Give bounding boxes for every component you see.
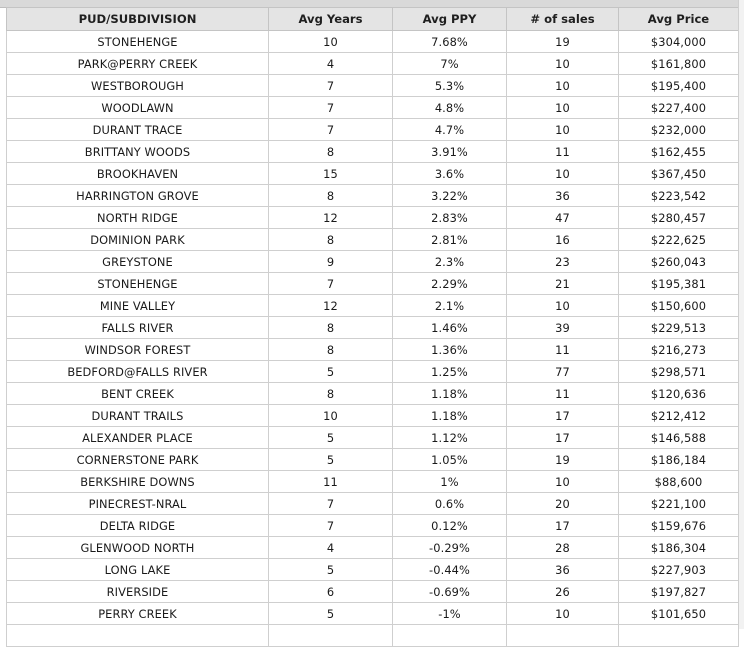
cell-num-sales: 36 — [507, 559, 619, 581]
cell-avg-ppy: 4.7% — [393, 119, 507, 141]
cell-num-sales: 10 — [507, 119, 619, 141]
cell-subdivision: ALEXANDER PLACE — [7, 427, 269, 449]
cell-subdivision: PARK@PERRY CREEK — [7, 53, 269, 75]
cell-num-sales: 26 — [507, 581, 619, 603]
table-row — [7, 185, 739, 207]
table-row — [7, 427, 739, 449]
cell-avg-price: $232,000 — [619, 119, 739, 141]
cell-num-sales: 17 — [507, 515, 619, 537]
subdivision-stats-table — [6, 7, 739, 647]
cell-avg-ppy: -0.29% — [393, 537, 507, 559]
cell-avg-years: 7 — [269, 119, 393, 141]
cell-num-sales: 10 — [507, 295, 619, 317]
cell-avg-ppy: -1% — [393, 603, 507, 625]
cell-avg-years: 9 — [269, 251, 393, 273]
cell-subdivision: PINECREST-NRAL — [7, 493, 269, 515]
cell-num-sales: 77 — [507, 361, 619, 383]
cell-avg-years: 7 — [269, 493, 393, 515]
cell-num-sales: 10 — [507, 75, 619, 97]
table-row — [7, 97, 739, 119]
table-row-partial — [7, 625, 739, 647]
cell-subdivision: MINE VALLEY — [7, 295, 269, 317]
cell-avg-years: 7 — [269, 515, 393, 537]
cell-avg-ppy: 7% — [393, 53, 507, 75]
cell-subdivision: HARRINGTON GROVE — [7, 185, 269, 207]
cell-num-sales: 17 — [507, 405, 619, 427]
cell-num-sales: 10 — [507, 97, 619, 119]
cell-avg-years: 7 — [269, 97, 393, 119]
cell-avg-price: $221,100 — [619, 493, 739, 515]
cell-avg-ppy: 4.8% — [393, 97, 507, 119]
cell-avg-price: $216,273 — [619, 339, 739, 361]
cell-subdivision: DURANT TRAILS — [7, 405, 269, 427]
cell-avg-years: 4 — [269, 537, 393, 559]
cell-avg-ppy: -0.44% — [393, 559, 507, 581]
table-row — [7, 295, 739, 317]
table-row — [7, 559, 739, 581]
cell-subdivision: RIVERSIDE — [7, 581, 269, 603]
cell-avg-years: 4 — [269, 53, 393, 75]
cell-num-sales: 16 — [507, 229, 619, 251]
cell-avg-ppy: 5.3% — [393, 75, 507, 97]
table-row — [7, 471, 739, 493]
cell-num-sales: 21 — [507, 273, 619, 295]
table-row — [7, 405, 739, 427]
cell-avg-ppy: 2.81% — [393, 229, 507, 251]
cell-avg-years: 11 — [269, 471, 393, 493]
cell-subdivision: BRITTANY WOODS — [7, 141, 269, 163]
cell-avg-ppy: 1.25% — [393, 361, 507, 383]
cell-avg-price: $227,903 — [619, 559, 739, 581]
cell-avg-years: 10 — [269, 405, 393, 427]
cell-num-sales: 28 — [507, 537, 619, 559]
cell-subdivision: WOODLAWN — [7, 97, 269, 119]
table-body — [7, 31, 739, 647]
cell-avg-years: 8 — [269, 229, 393, 251]
cell-avg-price: $162,455 — [619, 141, 739, 163]
cell-avg-price: $197,827 — [619, 581, 739, 603]
cell-avg-years: 5 — [269, 427, 393, 449]
cell-avg-price: $186,184 — [619, 449, 739, 471]
cell-avg-price: $304,000 — [619, 31, 739, 53]
column-header-subdivision[interactable]: PUD/SUBDIVISION — [7, 8, 269, 31]
cell-avg-price: $367,450 — [619, 163, 739, 185]
cell-subdivision: PERRY CREEK — [7, 603, 269, 625]
table-row — [7, 207, 739, 229]
cell-num-sales: 11 — [507, 141, 619, 163]
cell-num-sales: 36 — [507, 185, 619, 207]
cell-avg-ppy: 1% — [393, 471, 507, 493]
column-header-avg-years[interactable]: Avg Years — [269, 8, 393, 31]
cell-subdivision: CORNERSTONE PARK — [7, 449, 269, 471]
cell-num-sales: 11 — [507, 383, 619, 405]
cell-num-sales: 11 — [507, 339, 619, 361]
cell-avg-years: 8 — [269, 339, 393, 361]
cell-avg-ppy: 1.05% — [393, 449, 507, 471]
table-row — [7, 383, 739, 405]
cell-avg-price: $120,636 — [619, 383, 739, 405]
column-header-avg-ppy[interactable]: Avg PPY — [393, 8, 507, 31]
cell-avg-years: 8 — [269, 383, 393, 405]
cell-avg-ppy: 1.36% — [393, 339, 507, 361]
cell-avg-years: 10 — [269, 31, 393, 53]
cell-subdivision: DELTA RIDGE — [7, 515, 269, 537]
cell-avg-years: 12 — [269, 207, 393, 229]
cell-num-sales: 10 — [507, 603, 619, 625]
cell-subdivision: BERKSHIRE DOWNS — [7, 471, 269, 493]
cell-avg-ppy: 1.18% — [393, 405, 507, 427]
table-row — [7, 515, 739, 537]
cell-avg-ppy: 3.22% — [393, 185, 507, 207]
table-row — [7, 603, 739, 625]
cell-avg-ppy: -0.69% — [393, 581, 507, 603]
cell-avg-price: $186,304 — [619, 537, 739, 559]
cell-avg-years: 7 — [269, 75, 393, 97]
cell-num-sales: 23 — [507, 251, 619, 273]
table-row — [7, 537, 739, 559]
cell-avg-years: 5 — [269, 449, 393, 471]
cell-avg-ppy: 3.91% — [393, 141, 507, 163]
cell-avg-ppy: 1.18% — [393, 383, 507, 405]
cell-avg-ppy: 2.3% — [393, 251, 507, 273]
cell-subdivision: BENT CREEK — [7, 383, 269, 405]
cell-num-sales: 19 — [507, 31, 619, 53]
cell-subdivision: BROOKHAVEN — [7, 163, 269, 185]
cell-subdivision: FALLS RIVER — [7, 317, 269, 339]
cell-avg-ppy: 0.12% — [393, 515, 507, 537]
cell-avg-ppy: 2.1% — [393, 295, 507, 317]
cell-avg-ppy: 1.12% — [393, 427, 507, 449]
cell-avg-price: $260,043 — [619, 251, 739, 273]
table-row — [7, 361, 739, 383]
cell-num-sales: 20 — [507, 493, 619, 515]
table-row — [7, 119, 739, 141]
cell-subdivision: STONEHENGE — [7, 31, 269, 53]
column-header-avg-price[interactable]: Avg Price — [619, 8, 739, 31]
table-row — [7, 449, 739, 471]
cell-avg-price: $150,600 — [619, 295, 739, 317]
cell-subdivision: GREYSTONE — [7, 251, 269, 273]
table-row — [7, 53, 739, 75]
table-header-row — [7, 8, 739, 31]
cell-avg-years: 7 — [269, 273, 393, 295]
cell-subdivision: GLENWOOD NORTH — [7, 537, 269, 559]
cell-avg-ppy: 1.46% — [393, 317, 507, 339]
cell-avg-years: 8 — [269, 317, 393, 339]
cell-avg-price: $195,400 — [619, 75, 739, 97]
vertical-scrollbar[interactable] — [738, 0, 744, 629]
cell-subdivision: NORTH RIDGE — [7, 207, 269, 229]
cell-avg-price: $159,676 — [619, 515, 739, 537]
table-row — [7, 251, 739, 273]
cell-avg-ppy: 3.6% — [393, 163, 507, 185]
cell-avg-price: $223,542 — [619, 185, 739, 207]
cell-avg-years: 5 — [269, 361, 393, 383]
table-row — [7, 339, 739, 361]
table-row — [7, 31, 739, 53]
cell-subdivision: DOMINION PARK — [7, 229, 269, 251]
cell-subdivision: WINDSOR FOREST — [7, 339, 269, 361]
cell-avg-years: 5 — [269, 559, 393, 581]
cell-avg-ppy: 2.29% — [393, 273, 507, 295]
cell-avg-price: $212,412 — [619, 405, 739, 427]
table-row — [7, 317, 739, 339]
cell-avg-price: $280,457 — [619, 207, 739, 229]
cell-subdivision: STONEHENGE — [7, 273, 269, 295]
cell-avg-price: $88,600 — [619, 471, 739, 493]
cell-avg-years: 15 — [269, 163, 393, 185]
cell-avg-price: $161,800 — [619, 53, 739, 75]
cell-avg-ppy: 7.68% — [393, 31, 507, 53]
table-row — [7, 141, 739, 163]
cell-num-sales: 17 — [507, 427, 619, 449]
cell-avg-price: $101,650 — [619, 603, 739, 625]
cell-avg-years: 6 — [269, 581, 393, 603]
cell-avg-price: $298,571 — [619, 361, 739, 383]
cell-subdivision: DURANT TRACE — [7, 119, 269, 141]
cell-num-sales: 10 — [507, 471, 619, 493]
cell-avg-years: 5 — [269, 603, 393, 625]
cell-avg-price: $222,625 — [619, 229, 739, 251]
cell-avg-ppy: 2.83% — [393, 207, 507, 229]
column-header-num-sales[interactable]: # of sales — [507, 8, 619, 31]
table-row — [7, 229, 739, 251]
cell-num-sales: 10 — [507, 163, 619, 185]
table-row — [7, 581, 739, 603]
cell-avg-price: $227,400 — [619, 97, 739, 119]
cell-num-sales: 10 — [507, 53, 619, 75]
cell-avg-price: $195,381 — [619, 273, 739, 295]
cell-num-sales: 39 — [507, 317, 619, 339]
cell-avg-ppy: 0.6% — [393, 493, 507, 515]
table-row — [7, 75, 739, 97]
table-row — [7, 493, 739, 515]
cell-subdivision: LONG LAKE — [7, 559, 269, 581]
table-row — [7, 163, 739, 185]
cell-avg-price: $229,513 — [619, 317, 739, 339]
cell-avg-price: $146,588 — [619, 427, 739, 449]
cell-avg-years: 8 — [269, 185, 393, 207]
table-row — [7, 273, 739, 295]
cell-avg-years: 8 — [269, 141, 393, 163]
cell-avg-years: 12 — [269, 295, 393, 317]
cell-subdivision: BEDFORD@FALLS RIVER — [7, 361, 269, 383]
cell-subdivision: WESTBOROUGH — [7, 75, 269, 97]
cell-num-sales: 19 — [507, 449, 619, 471]
cell-num-sales: 47 — [507, 207, 619, 229]
